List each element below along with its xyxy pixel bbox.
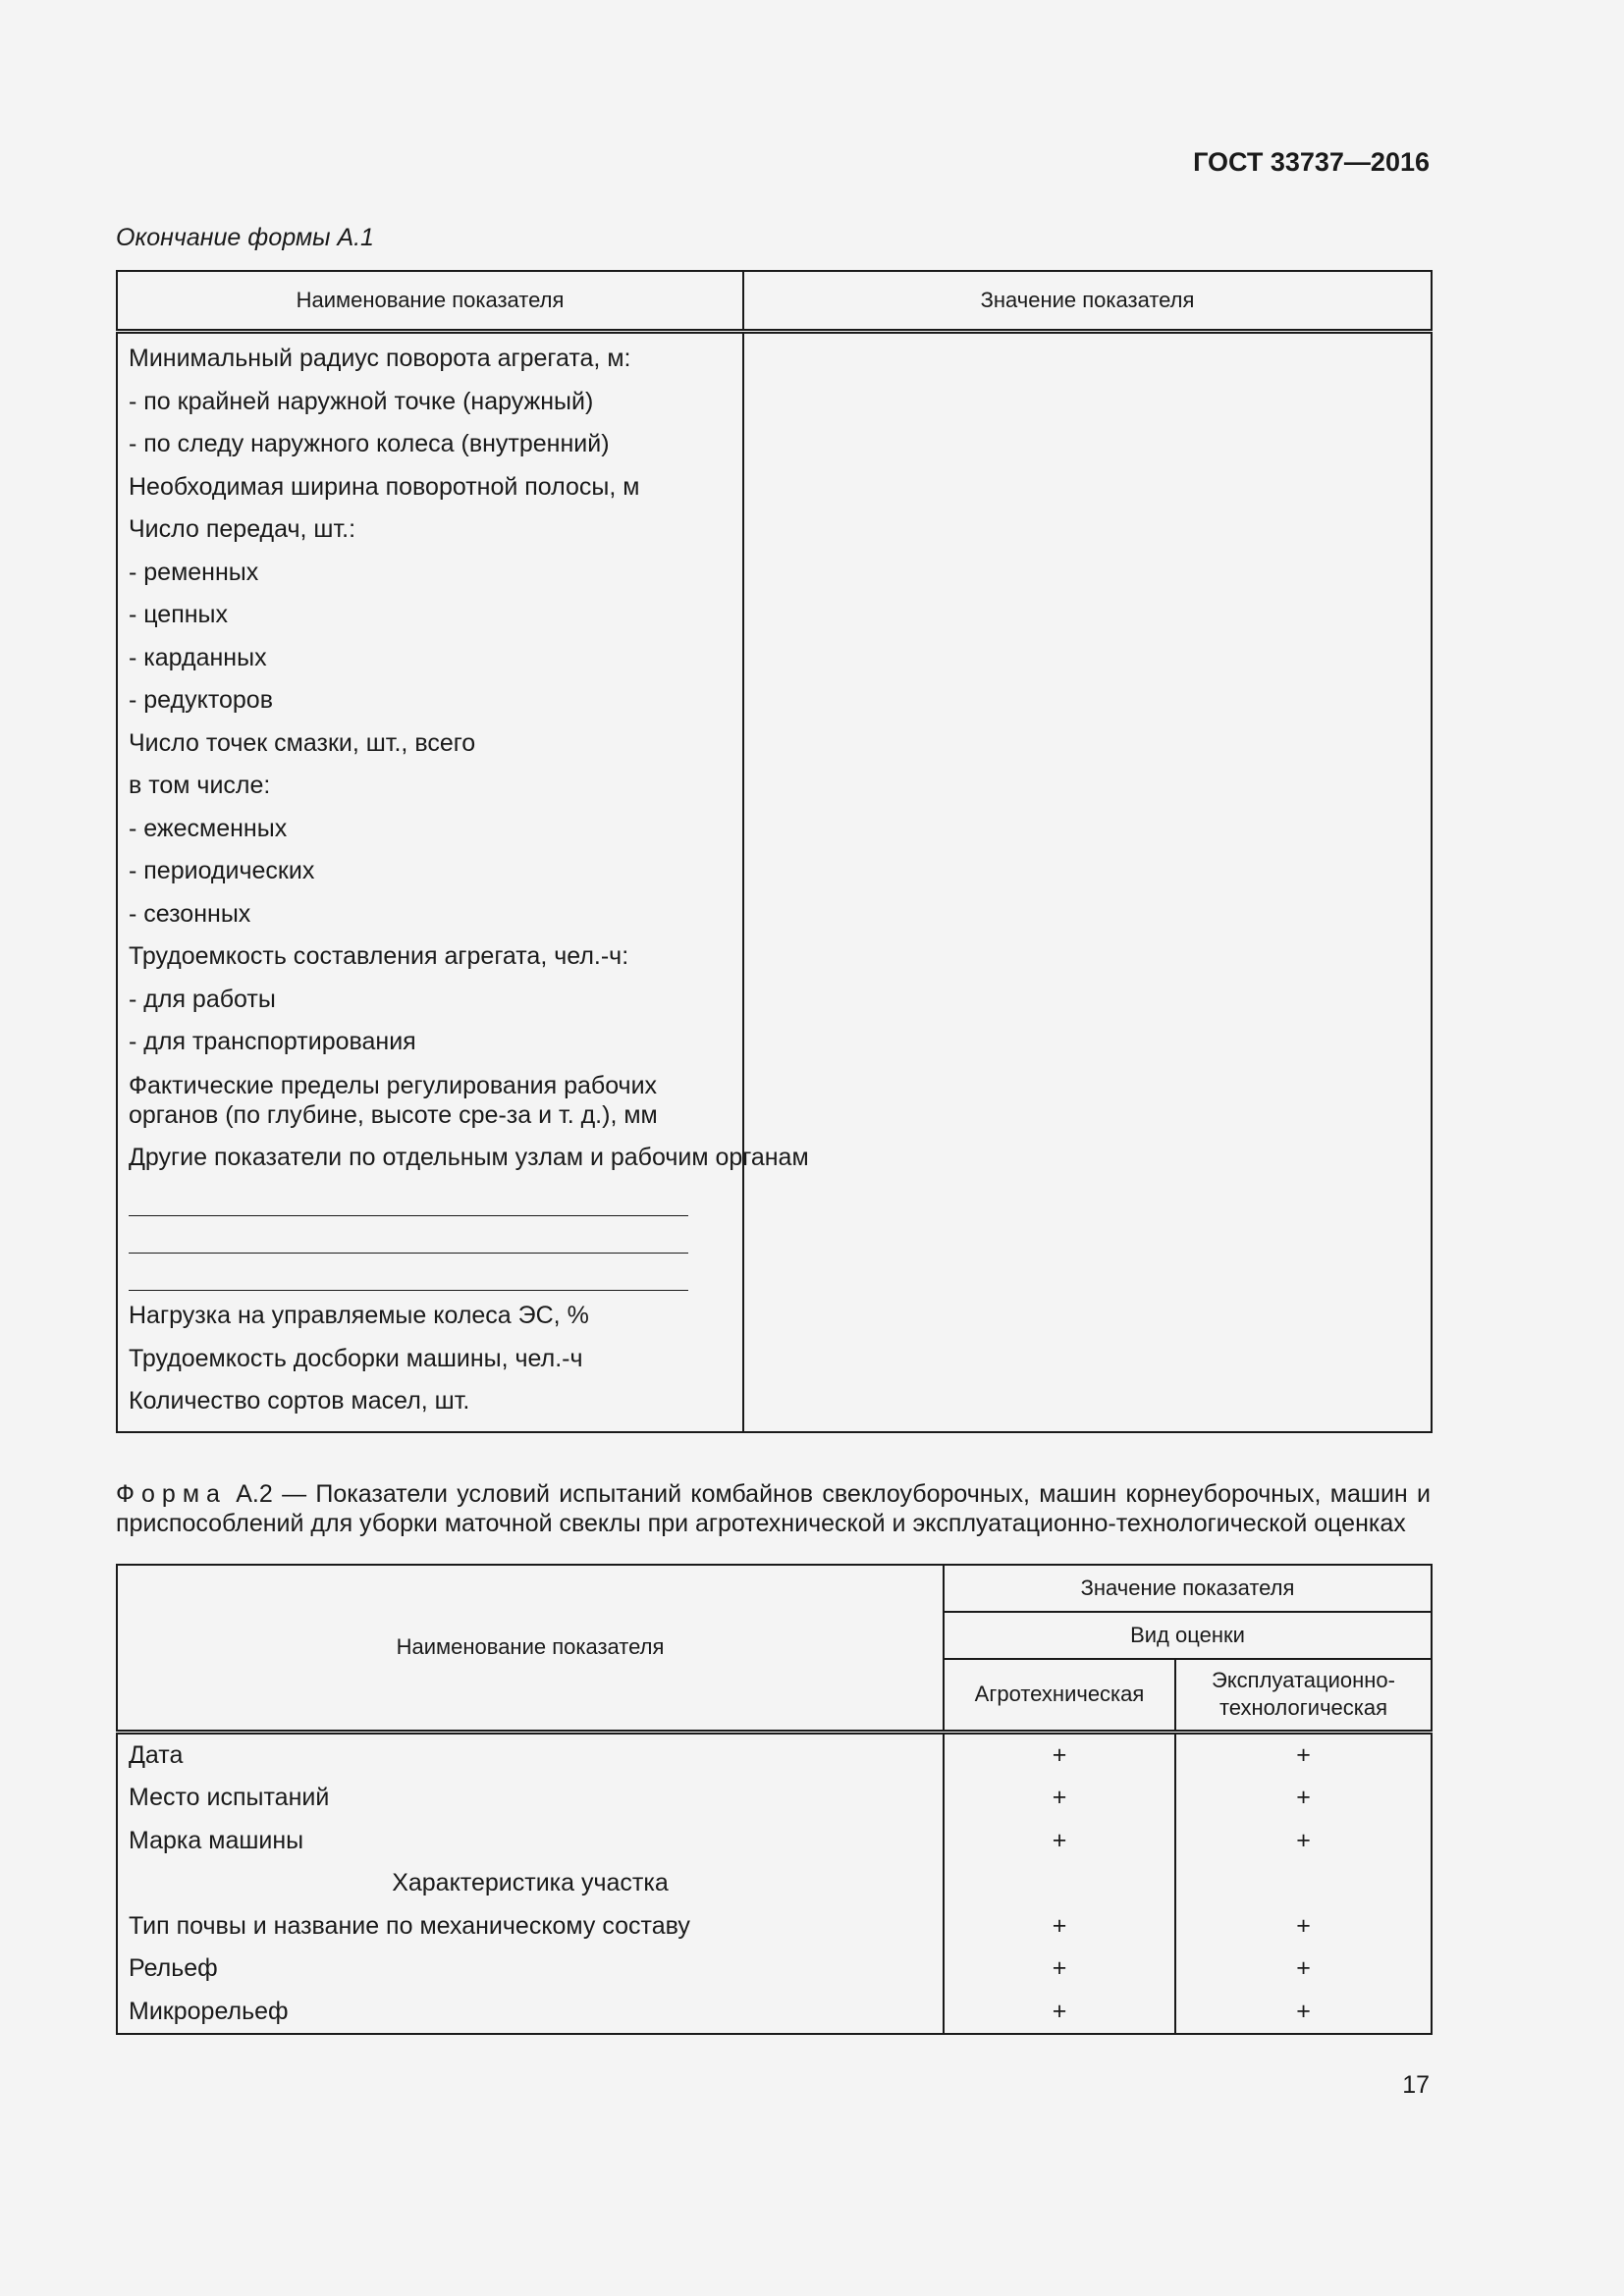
table-row: - сезонных <box>129 899 251 928</box>
indicator-values-cell <box>743 332 1432 1432</box>
row-name: Место испытаний <box>117 1777 944 1820</box>
row-agro: + <box>944 1991 1175 2035</box>
row-exp: + <box>1175 1991 1432 2035</box>
form-label: Форма <box>116 1480 227 1508</box>
row-exp: + <box>1175 1732 1432 1777</box>
table-row: - для работы <box>129 985 276 1013</box>
col-header-kind: Вид оценки <box>944 1612 1432 1659</box>
table-row: - для транспортирования <box>129 1028 416 1055</box>
table-row: Нагрузка на управляемые колеса ЭС, % <box>129 1302 589 1329</box>
table-row: в том числе: <box>129 772 271 799</box>
row-exp: + <box>1175 1820 1432 1863</box>
table-row: Трудоемкость составления агрегата, чел.-ч: <box>129 942 629 970</box>
subheader-site: Характеристика участка <box>117 1862 944 1905</box>
table-row: - ежесменных <box>129 814 288 842</box>
table-row: Другие показатели по отдельным узлам и рабочим органам <box>129 1143 809 1171</box>
table-row: Необходимая ширина поворотной полосы, м <box>129 472 640 501</box>
document-id: ГОСТ 33737—2016 <box>1193 147 1430 177</box>
table-row: - ременных <box>129 558 259 586</box>
table-row: Трудоемкость досборки машины, чел.-ч <box>129 1344 583 1372</box>
table-row: Число передач, шт.: <box>129 515 356 543</box>
table-row: - периодических <box>129 857 315 884</box>
blank-line <box>129 1254 732 1291</box>
blank-line <box>129 1216 732 1254</box>
table-row: Минимальный радиус поворота агрегата, м: <box>129 345 631 372</box>
row-agro: + <box>944 1905 1175 1949</box>
indicator-names-cell <box>117 332 809 1432</box>
row-name: Марка машины <box>117 1820 944 1863</box>
form-a2-title: А.2 — Показатели условий испытаний комбайнов свеклоуборочных, машин корнеуборочных, машин и приспособлений для уборки маточной свеклы при агротехнической и эксплуатационно-технологической оценках <box>116 1480 1431 1537</box>
row-agro: + <box>944 1948 1175 1991</box>
page-number: 17 <box>1402 2071 1430 2099</box>
row-exp: + <box>1175 1905 1432 1949</box>
blank-line <box>129 1179 732 1216</box>
form-a2-table <box>116 1564 1433 2035</box>
table-row: - по следу наружного колеса (внутренний) <box>129 430 610 457</box>
table-row: - редукторов <box>129 686 273 714</box>
empty-cell <box>1175 1862 1432 1905</box>
table-row: - цепных <box>129 601 229 628</box>
col-header-agro: Агротехническая <box>944 1659 1175 1732</box>
row-agro: + <box>944 1732 1175 1777</box>
row-name: Тип почвы и название по механическому составу <box>117 1905 944 1949</box>
row-name: Рельеф <box>117 1948 944 1991</box>
col-header-name: Наименование показателя <box>117 271 743 332</box>
row-agro: + <box>944 1820 1175 1863</box>
col-header-exp: Эксплуатационно-технологическая <box>1175 1659 1432 1732</box>
form-a1-caption: Окончание формы А.1 <box>116 224 374 251</box>
table-row: Фактические пределы регулирования рабочих органов (по глубине, высоте сре-за и т. д.), мм <box>129 1071 658 1129</box>
col-header-value: Значение показателя <box>944 1565 1432 1612</box>
row-agro: + <box>944 1777 1175 1820</box>
row-name: Микрорельеф <box>117 1991 944 2035</box>
form-a2-caption <box>116 1479 1431 1538</box>
row-exp: + <box>1175 1777 1432 1820</box>
table-row: - по крайней наружной точке (наружный) <box>129 387 594 415</box>
col-header-name: Наименование показателя <box>117 1565 944 1732</box>
form-a1-table <box>116 270 1433 1433</box>
table-row: Количество сортов масел, шт. <box>129 1387 470 1415</box>
row-exp: + <box>1175 1948 1432 1991</box>
empty-cell <box>944 1862 1175 1905</box>
row-name: Дата <box>117 1732 944 1777</box>
col-header-value: Значение показателя <box>743 271 1432 332</box>
table-row: Число точек смазки, шт., всего <box>129 728 476 757</box>
table-row: - карданных <box>129 643 267 671</box>
